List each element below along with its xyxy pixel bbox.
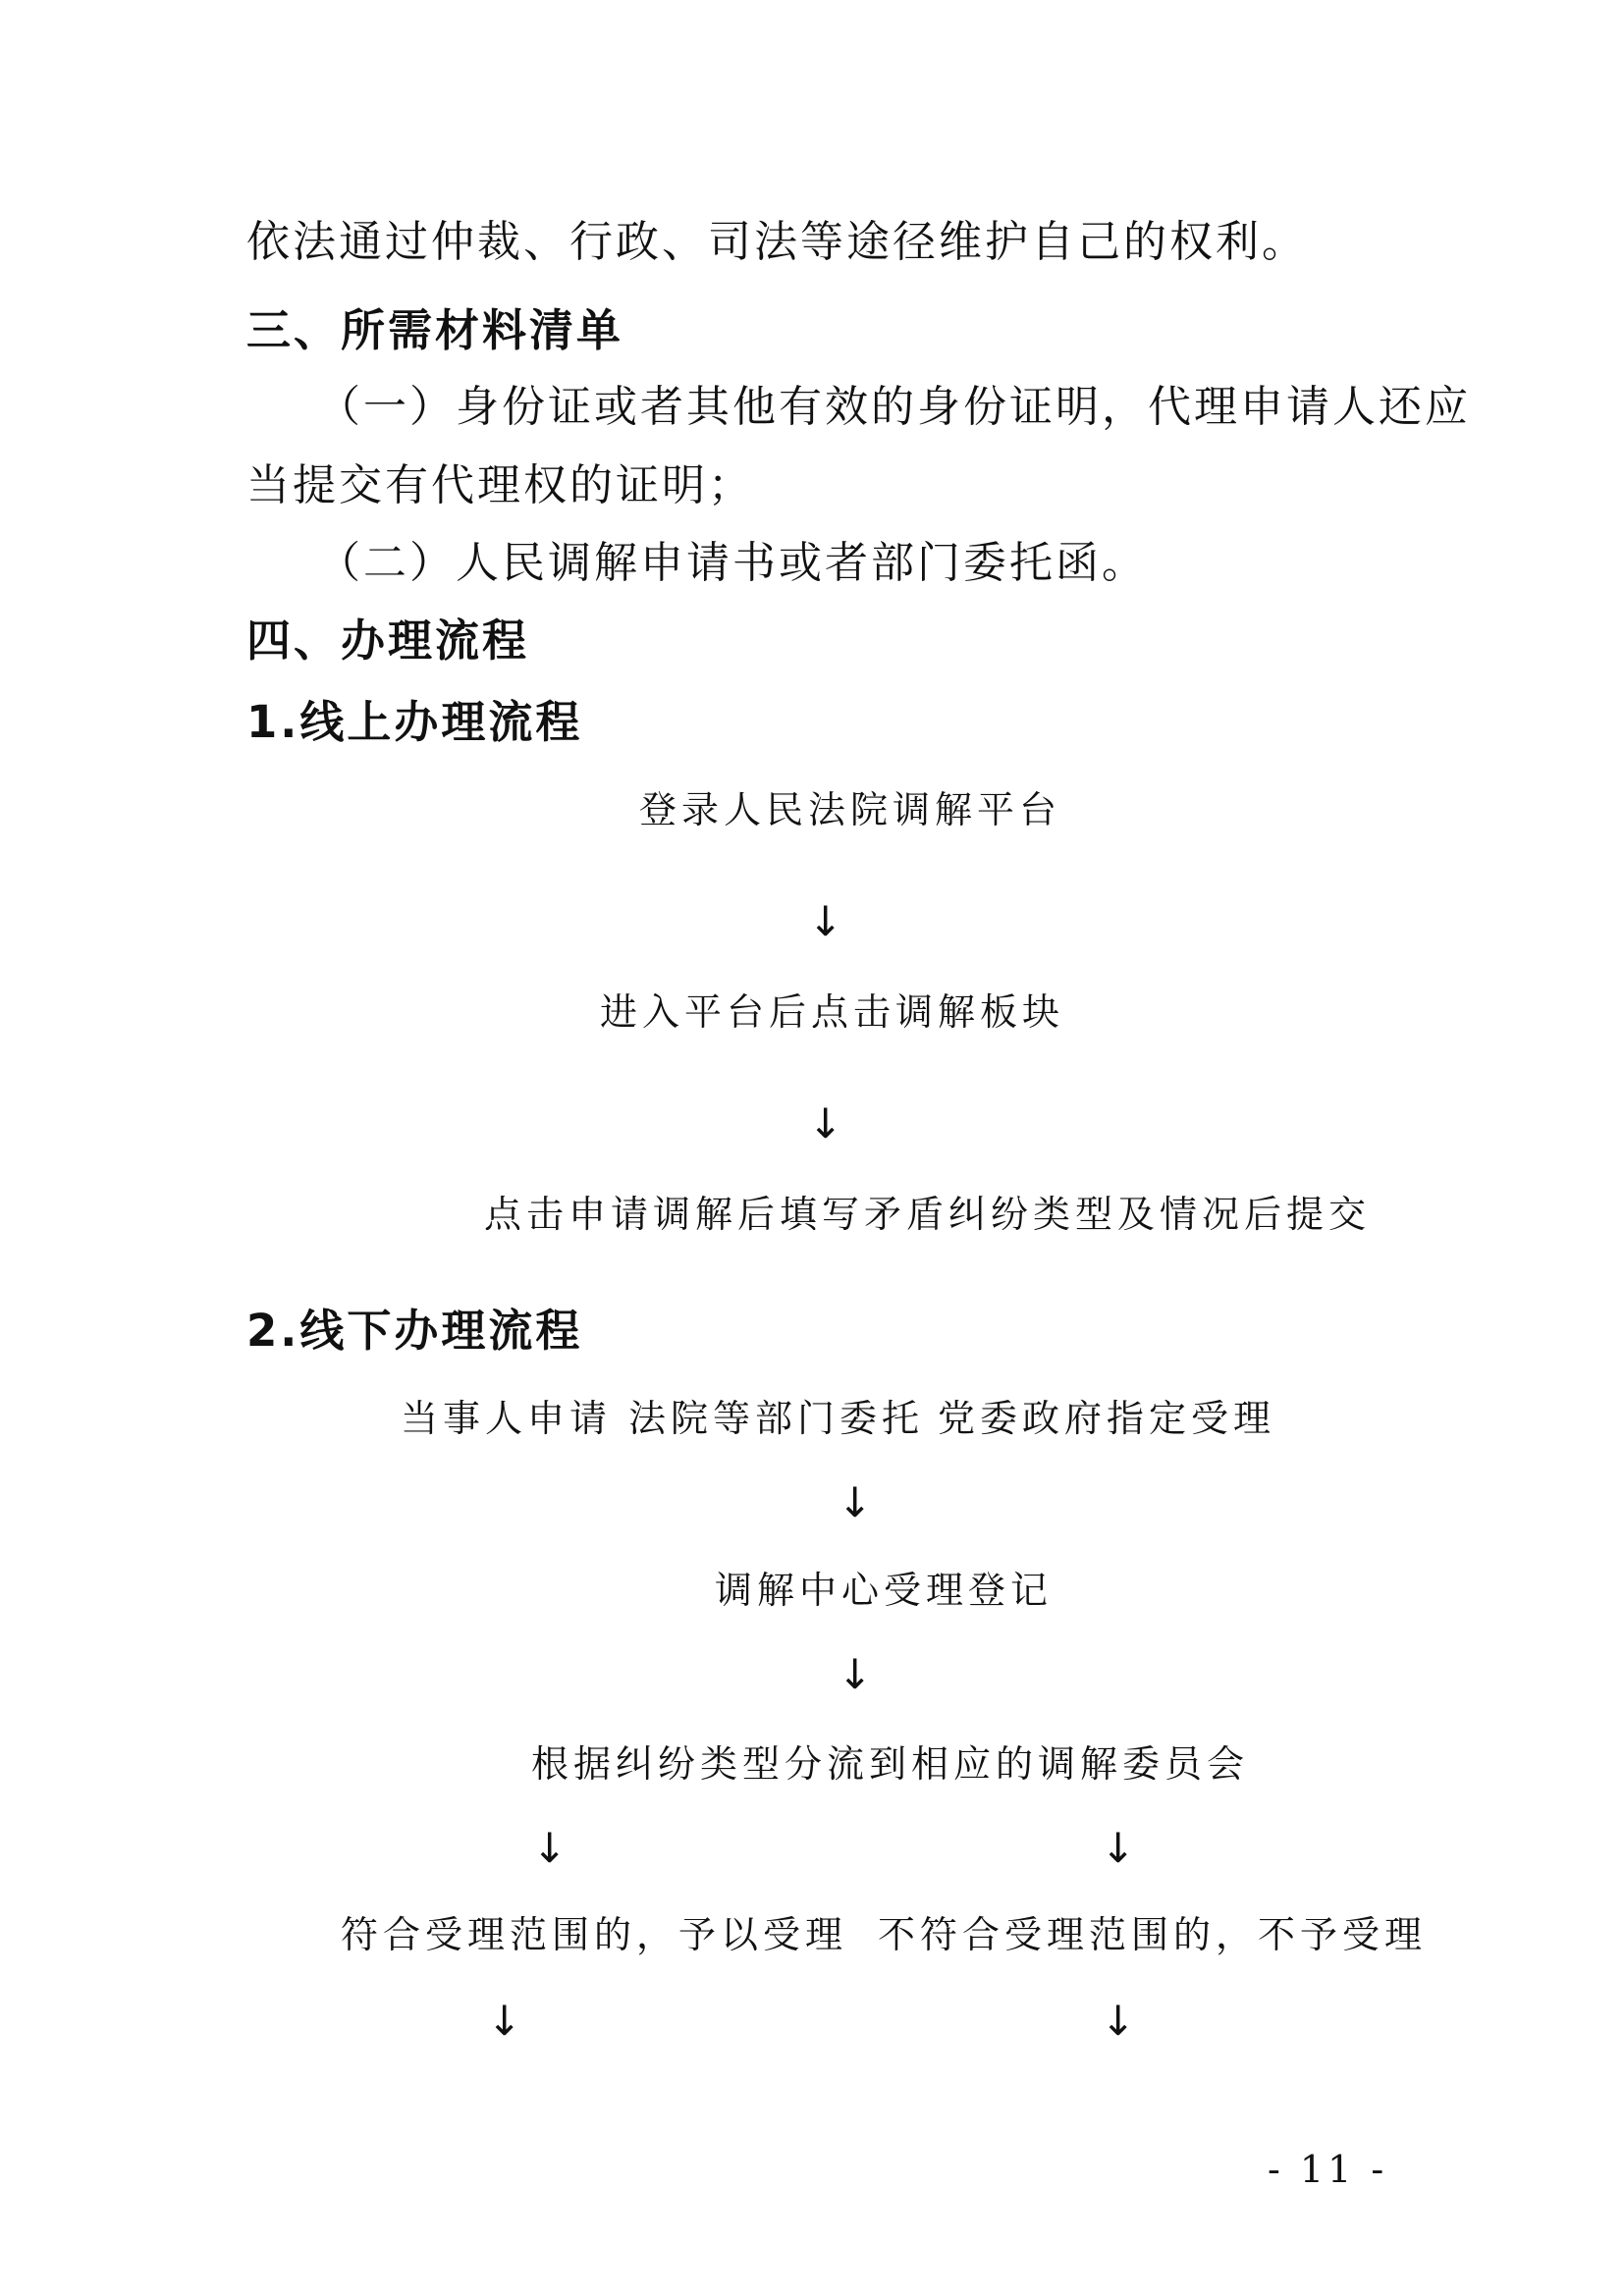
offline-source-court-entrustment: 法院等部门委托 <box>628 1397 925 1440</box>
down-arrow-icon: ↓ <box>1101 1997 1136 2045</box>
down-arrow-icon: ↓ <box>1101 1824 1136 1872</box>
offline-source-party-request: 当事人申请 <box>401 1397 613 1440</box>
down-arrow-icon: ↓ <box>838 1650 873 1698</box>
section3-heading: 三、所需材料清单 <box>246 304 624 356</box>
page-number: - 11 - <box>1268 2148 1388 2191</box>
section4-heading: 四、办理流程 <box>246 614 530 667</box>
offline-rejected-outcome: 不符合受理范围的，不予受理 <box>878 1913 1428 1956</box>
materials-item-2: （二）人民调解申请书或者部门委托函。 <box>317 538 1148 588</box>
offline-registration-step: 调解中心受理登记 <box>715 1569 1054 1612</box>
online-step-1: 登录人民法院调解平台 <box>639 788 1062 831</box>
down-arrow-icon: ↓ <box>487 1997 522 2045</box>
materials-item-1-line-1: （一）身份证或者其他有效的身份证明，代理申请人还应 <box>317 382 1471 432</box>
online-process-heading: 1.线上办理流程 <box>246 696 583 748</box>
down-arrow-icon: ↓ <box>808 1099 843 1148</box>
materials-item-1-line-2: 当提交有代理权的证明； <box>246 460 754 510</box>
down-arrow-icon: ↓ <box>532 1824 568 1872</box>
offline-routing-step: 根据纠纷类型分流到相应的调解委员会 <box>531 1742 1250 1786</box>
offline-process-heading: 2.线下办理流程 <box>246 1305 583 1357</box>
offline-accepted-outcome: 符合受理范围的，予以受理 <box>341 1913 848 1956</box>
continuation-line: 依法通过仲裁、行政、司法等途径维护自己的权利。 <box>246 217 1308 267</box>
down-arrow-icon: ↓ <box>838 1478 873 1526</box>
offline-source-government-assignment: 党委政府指定受理 <box>938 1397 1276 1440</box>
online-step-2: 进入平台后点击调解板块 <box>600 990 1065 1034</box>
online-step-3: 点击申请调解后填写矛盾纠纷类型及情况后提交 <box>484 1193 1372 1236</box>
down-arrow-icon: ↓ <box>808 897 843 945</box>
